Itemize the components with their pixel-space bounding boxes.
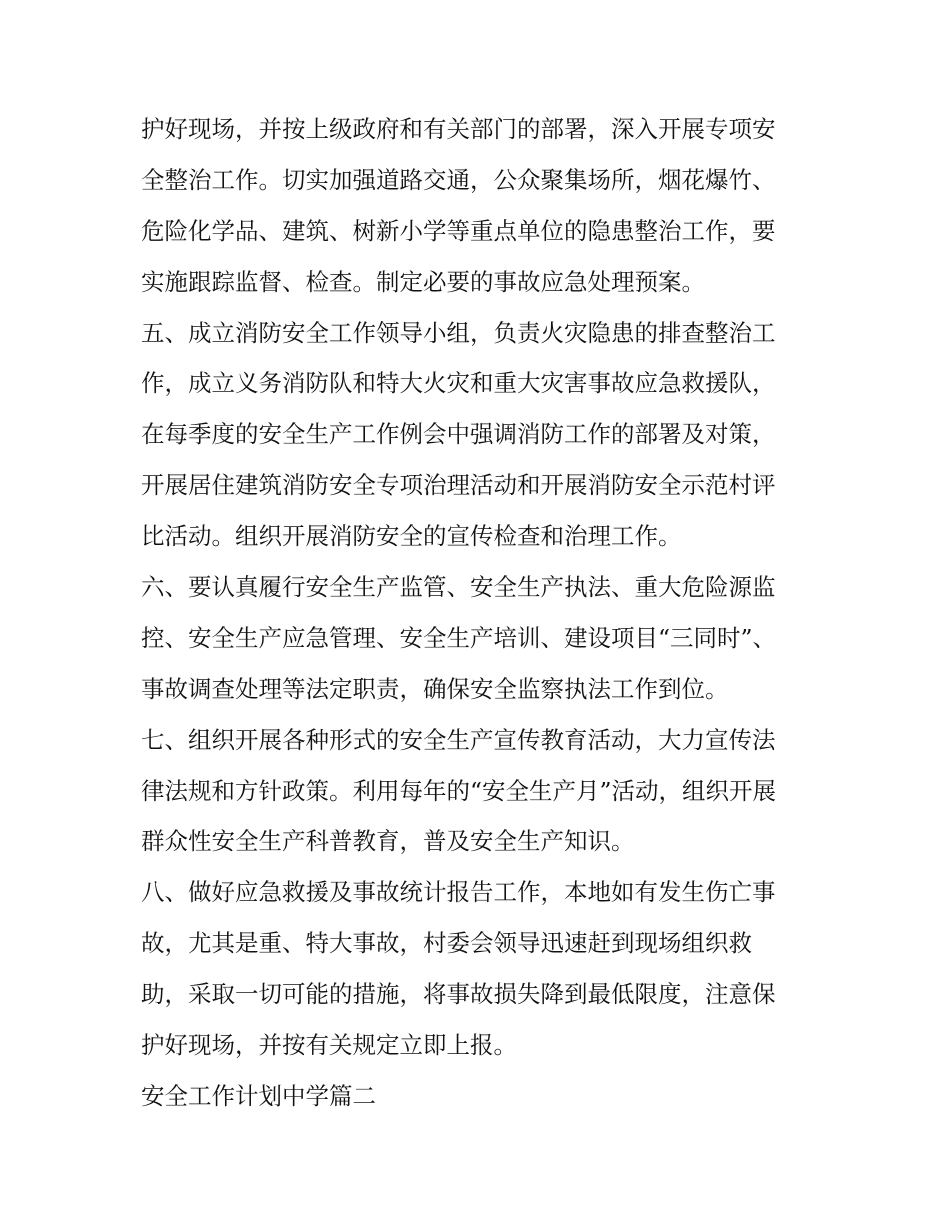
text-line: 八、做好应急救援及事故统计报告工作，本地如有发生伤亡事 [141,878,776,907]
text-line: 开展居住建筑消防安全专项治理活动和开展消防安全示范村评 [141,471,776,500]
text-line: 危险化学品、建筑、树新小学等重点单位的隐患整治工作，要 [141,216,776,245]
text-line: 实施跟踪监督、检查。制定必要的事故应急处理预案。 [141,267,705,296]
text-line: 比活动。组织开展消防安全的宣传检查和治理工作。 [141,522,682,551]
document-body [141,104,821,1122]
text-line: 六、要认真履行安全生产监管、安全生产执法、重大危险源监 [141,573,776,602]
section-heading: 安全工作计划中学篇二 [141,1081,376,1110]
text-line: 护好现场，并按有关规定立即上报。 [141,1031,517,1060]
text-line: 事故调查处理等法定职责，确保安全监察执法工作到位。 [141,674,729,703]
text-line: 律法规和方针政策。利用每年的“安全生产月”活动，组织开展 [141,776,777,805]
text-line: 在每季度的安全生产工作例会中强调消防工作的部署及对策， [141,420,776,449]
text-line: 全整治工作。切实加强道路交通，公众聚集场所，烟花爆竹、 [141,165,776,194]
text-line: 护好现场，并按上级政府和有关部门的部署，深入开展专项安 [141,115,776,143]
text-line: 作，成立义务消防队和特大火灾和重大灾害事故应急救援队， [141,369,776,398]
text-line: 五、成立消防安全工作领导小组，负责火灾隐患的排查整治工 [141,318,776,347]
text-line: 控、安全生产应急管理、安全生产培训、建设项目“三同时”、 [141,623,777,652]
text-line: 助，采取一切可能的措施，将事故损失降到最低限度，注意保 [141,980,776,1009]
text-line: 群众性安全生产科普教育，普及安全生产知识。 [141,827,635,856]
text-line: 故，尤其是重、特大事故，村委会领导迅速赶到现场组织救 [141,929,752,958]
text-line: 七、组织开展各种形式的安全生产宣传教育活动，大力宣传法 [141,725,776,754]
